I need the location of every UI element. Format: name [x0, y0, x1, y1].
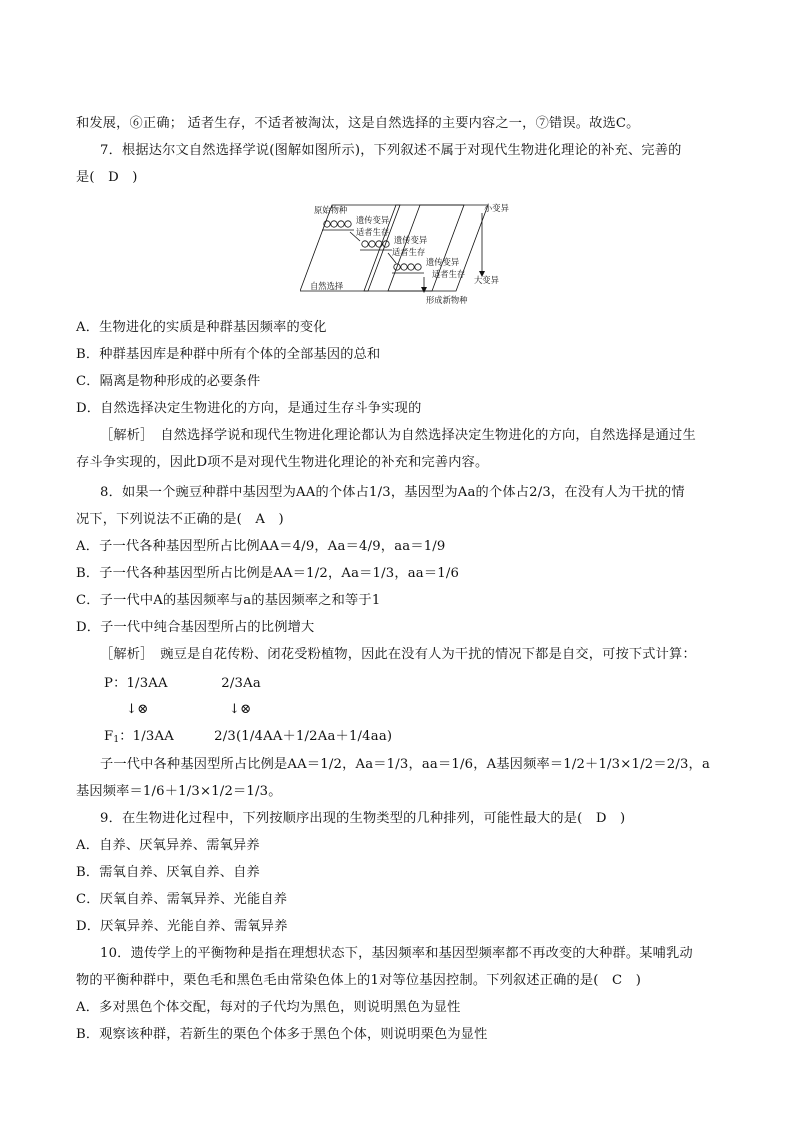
- question-7-option-a: A．生物进化的实质是种群基因频率的变化: [76, 320, 327, 335]
- question-7-option-d: D．自然选择决定生物进化的方向，是通过生存斗争实现的: [76, 401, 422, 416]
- label-natural-selection: 自然选择: [310, 281, 344, 291]
- label-survival-fittest-2: 适者生存: [392, 247, 426, 257]
- question-7-explanation: ［解析］ 自然选择学说和现代生物进化理论都认为自然选择决定生物进化的方向，自然选择是通过生: [100, 428, 696, 443]
- label-hereditary-variation-2: 遗传变异: [394, 235, 428, 245]
- question-8-option-b: B．子一代各种基因型所占比例是AA＝1/2，Aa＝1/3，aa＝1/6: [76, 566, 460, 581]
- label-hereditary-variation-3: 遗传变异: [426, 257, 460, 267]
- question-7-option-c: C．隔离是物种形成的必要条件: [76, 374, 261, 389]
- label-survival-fittest-1: 适者生存: [356, 227, 390, 237]
- cross-parent-line: P：1/3AA 2/3Aa: [104, 676, 261, 691]
- question-10-stem: 10．遗传学上的平衡物种是指在理想状态下，基因频率和基因型频率都不再改变的大种群。某哺乳动: [100, 946, 693, 961]
- f1-result: ：1/3AA 2/3(1/4AA＋1/2Aa＋1/4aa): [119, 729, 393, 744]
- question-9-option-b: B．需氧自养、厌氧自养、自养: [76, 865, 260, 880]
- text-line: 和发展，⑥正确； 适者生存，不适者被淘汰，这是自然选择的主要内容之一，⑦错误。故选C。: [76, 116, 640, 131]
- question-7-option-b: B．种群基因库是种群中所有个体的全部基因的总和: [76, 347, 381, 362]
- f-subscript: 1: [113, 735, 120, 745]
- question-8-explanation: ［解析］ 豌豆是自花传粉、闭花受粉植物，因此在没有人为干扰的情况下都是自交，可按下式计算：: [100, 647, 696, 662]
- organism-group-2: [360, 241, 392, 250]
- question-8-stem-cont: 况下，下列说法不正确的是( A ): [76, 512, 284, 527]
- question-10-option-a: A．多对黑色个体交配，每对的子代均为黑色，则说明黑色为显性: [76, 1000, 461, 1015]
- label-large-variation: 大变异: [474, 275, 499, 285]
- question-7-stem: 7．根据达尔文自然选择学说(图解如图所示)，下列叙述不属于对现代生物进化理论的补充、完善的: [100, 143, 682, 158]
- question-8-option-c: C．子一代中A的基因频率与a的基因频率之和等于1: [76, 593, 381, 608]
- label-original-species: 原始物种: [314, 205, 348, 215]
- label-hereditary-variation-1: 遗传变异: [356, 215, 390, 225]
- question-9-stem: 9．在生物进化过程中，下列按顺序出现的生物类型的几种排列，可能性最大的是( D ): [100, 811, 626, 826]
- cross-f1-line: [104, 729, 754, 748]
- question-7-answer: 是( D ): [76, 170, 138, 185]
- f-label: F: [104, 729, 114, 744]
- question-9-option-a: A．自养、厌氧异养、需氧异养: [76, 838, 260, 853]
- evolution-diagram: [300, 197, 510, 309]
- question-8-stem: 8．如果一个豌豆种群中基因型为AA的个体占1/3，基因型为Aa的个体占2/3，在没有人为干扰的情: [100, 485, 685, 500]
- question-10-stem-cont: 物的平衡种群中，栗色毛和黑色毛由常染色体上的1对等位基因控制。下列叙述正确的是( C ): [76, 973, 642, 988]
- question-9-option-d: D．厌氧异养、光能自养、需氧异养: [76, 919, 288, 934]
- question-9-option-c: C．厌氧自养、需氧异养、光能自养: [76, 892, 288, 907]
- label-small-variation: 小变异: [484, 203, 509, 213]
- cross-selfing-line: ↓⊗ ↓⊗: [126, 702, 252, 717]
- question-7-explanation-cont: 存斗争实现的，因此D项不是对现代生物进化理论的补充和完善内容。: [76, 455, 489, 470]
- question-8-option-d: D．子一代中纯合基因型所占的比例增大: [76, 620, 315, 635]
- question-10-option-b: B．观察该种群，若新生的栗色个体多于黑色个体，则说明栗色为显性: [76, 1027, 488, 1042]
- label-survival-fittest-3: 适者生存: [432, 269, 466, 279]
- organism-group-1: [322, 221, 354, 230]
- label-new-species: 形成新物种: [426, 295, 468, 305]
- question-8-calculation: 子一代中各种基因型所占比例是AA＝1/2，Aa＝1/3，aa＝1/6，A基因频率＝1/2＋1/3×1/2＝2/3，a: [100, 757, 711, 772]
- question-8-calculation-cont: 基因频率＝1/6＋1/3×1/2＝1/3。: [76, 784, 282, 799]
- question-8-option-a: A．子一代各种基因型所占比例AA＝4/9，Aa＝4/9，aa＝1/9: [76, 539, 446, 554]
